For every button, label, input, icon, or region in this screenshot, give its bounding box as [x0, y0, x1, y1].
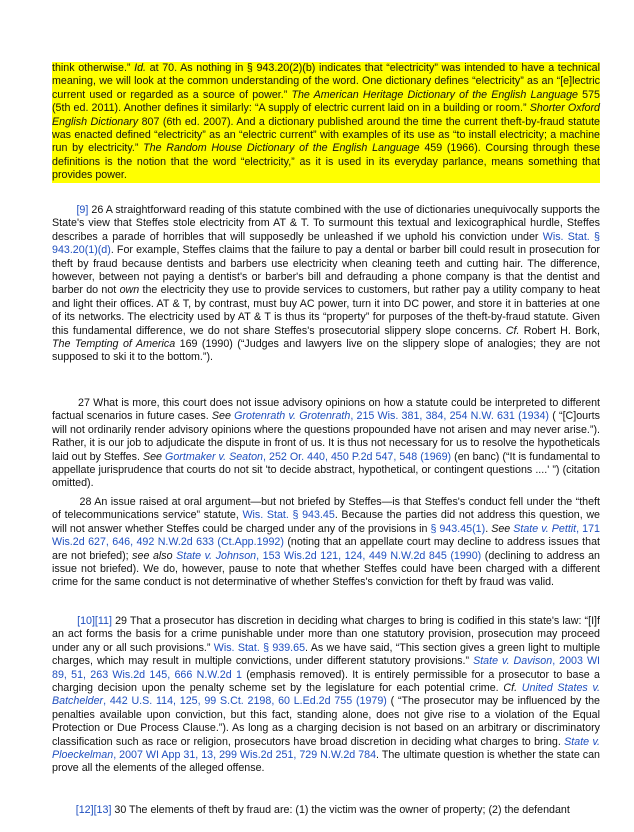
text-run: 575 (5th ed. 2011). Another defines it similarly: “A supply of electric current laid on in a building or room.” — [52, 88, 603, 115]
text-run: 27 What is more, this court does not issue advisory opinions on how a statute could be interpreted to different factual scenarios in future cases. — [52, 397, 603, 423]
text-run: . — [485, 522, 492, 535]
text-run: 28 An issue raised at oral argument—but not briefed by Steffes—is that Steffes's conduct fell under the “theft of telecommunications service” statute, — [52, 496, 603, 522]
text-run — [52, 204, 76, 216]
citation-link[interactable]: Wis. Stat. § 943.45 — [242, 509, 335, 522]
citation-link[interactable]: State v. Johnson — [176, 549, 257, 562]
text-run: the electricity they use to provide services to customers, but rather pay a utility company to heat and light their offices. AT & T, by contrast, must buy AC power, turn it into DC power, and store it in batteries at one of its networks. The electricity used by AT & T is thus its “property” for purposes of the theft-by-fraud statute. Given this fundamental difference, we do not share Steffes's prosecutorial slippery slope concerns. — [52, 284, 603, 337]
text-run: (emphasis removed). It is entirely permissible for a prosecutor to base a charging decision upon the penalty scheme set by the legislature for each potential crime. — [52, 668, 603, 695]
italic-text: The Random House Dictionary of the English Language — [143, 142, 420, 155]
text-run: . As we have said, “This section gives a green light to multiple charges, which may result in multiple convictions, under different statutory provisions.” — [52, 641, 603, 668]
text-run: ( “[C]ourts will not ordinarily render advisory opinions where the questions propounded have not arisen and may never arise.”). Rather, it is our job to adjudicate the dispute in front of us. It is thus not necessary for us to resolve the hypotheticals laid out by Steffes. — [52, 410, 603, 463]
citation-link[interactable]: , 2007 WI App 31, 13, 299 Wis.2d 251, 729 N.W.2d 784 — [113, 749, 377, 762]
citation-link[interactable]: , 442 U.S. 114, 125, 99 S.Ct. 2198, 60 L.Ed.2d 755 (1979) — [103, 695, 387, 708]
text-run: (noting that an appellate court may decline to address issues that are not briefed); — [52, 536, 603, 562]
citation-link[interactable]: [12][13] — [75, 804, 112, 816]
paragraph-27 — [52, 397, 603, 491]
text-run: 26 A straightforward reading of this statute combined with the use of dictionaries unequivocally supports the State's view that Steffes stole electricity from AT & T. To surmount this textual and lexicographical hurdle, Steffes describes a parade of horribles that will supposedly be unleashed if we uphold his conviction under — [52, 204, 603, 243]
paragraph-continued — [52, 62, 603, 183]
text-run — [52, 615, 77, 627]
italic-text: Shorter Oxford English Dictionary — [52, 102, 603, 128]
paragraph-29 — [52, 615, 603, 776]
text-run: (en banc) (“It is fundamental to appellate jurisprudence that courts do not sit 'to decide abstract, hypothetical, or contingent questions ....' ”) (citation omitted). — [52, 450, 603, 490]
citation-link[interactable]: United States v. Batchelder — [52, 682, 603, 708]
citation-link[interactable]: , 153 Wis.2d 121, 124, 449 N.W.2d 845 (1990) — [256, 549, 482, 562]
text-run: 29 That a prosecutor has discretion in deciding what charges to bring is codified in this state's law: “[I]f an act forms the basis for a crime punishable under more than one statutory provision, prosecution may proceed under any or all such provisions.” — [52, 615, 603, 654]
citation-link[interactable]: § 943.45(1) — [430, 522, 486, 535]
citation-link[interactable]: State v. Ploeckelman — [52, 735, 603, 762]
text-run: . Because the parties did not address this question, we will not answer whether Steffes could be charged under any of the provisions in — [52, 509, 603, 535]
citation-link[interactable]: [10][11] — [77, 615, 112, 627]
italic-text: Cf. — [505, 324, 520, 337]
paragraph-28 — [52, 496, 603, 590]
italic-text: See — [142, 450, 162, 463]
italic-text: See — [211, 410, 231, 423]
text-run: . For example, Steffes claims that the failure to pay a dental or barber bill could result in prosecution for theft by fraud because dentists and barbers use electricity when cleaning teeth and cutting hair. The difference, however, between not paying a dentist's or barber's bill and defrauding a phone company is that the dentist and barber do not — [52, 244, 603, 297]
citation-link[interactable]: Grotenrath v. Grotenrath — [234, 410, 351, 423]
text-run: ( “The prosecutor may be influenced by the penalties available upon conviction, but this fact, standing alone, does not give rise to a violation of the Equal Protection or Due Process Clause.”). As long as a charging decision is not based on an arbitrary or discriminatory classification such as race or religion, prosecutors have broad discretion in deciding what charges to bring. — [52, 695, 603, 748]
citation-link[interactable]: [9] — [76, 204, 89, 216]
citation-link[interactable]: , 215 Wis. 381, 384, 254 N.W. 631 (1934) — [350, 410, 549, 423]
text-run: think otherwise.” — [52, 62, 135, 74]
italic-text: Cf. — [503, 682, 518, 695]
text-run — [52, 804, 76, 816]
citation-link[interactable]: Wis. Stat. § 943.20(1)(d) — [52, 230, 603, 257]
citation-link[interactable]: , 252 Or. 440, 450 P.2d 547, 548 (1969) — [263, 450, 452, 463]
text-run: at 70. As nothing in § 943.20(2)(b) indicates that “electricity” was intended to have a technical meaning, we will look at the common understanding of the word. One dictionary defines “electricity” as an “[e]lectric current used or regarded as a source of power.” — [52, 62, 603, 101]
citation-link[interactable]: Wis. Stat. § 939.65 — [213, 641, 306, 654]
italic-text: Id. — [134, 62, 147, 74]
citation-link[interactable]: Gortmaker v. Seaton — [165, 450, 263, 463]
italic-text: see also — [132, 549, 173, 562]
paragraph-26 — [52, 204, 603, 365]
citation-link[interactable]: State v. Pettit — [513, 522, 577, 535]
italic-text: The American Heritage Dictionary of the English Language — [291, 88, 578, 101]
citation-link[interactable]: State v. Davison — [473, 655, 553, 668]
text-run: (declining to address an issue not briefed). We do, however, pause to note that whether Steffes could have been charged with a different crime for the same conduct is not determinative of whether Steffes's conviction for theft by fraud was valid. — [52, 549, 603, 589]
paragraph-30 — [52, 804, 600, 817]
citation-link[interactable]: , 171 Wis.2d 627, 646, 492 N.W.2d 633 (Ct.App.1992) — [52, 522, 603, 549]
citation-link[interactable]: , 2003 WI 89, 51, 263 Wis.2d 145, 666 N.W.2d 1 — [52, 655, 603, 681]
text-run: Robert H. Bork, — [519, 324, 603, 337]
italic-text: The Tempting of America — [52, 338, 176, 351]
text-run: 807 (6th ed. 2007). And a dictionary published around the time the current theft-by-fraud statute was enacted defined “electricity” as an “electric current” with examples of its use as “to install electricity; a machine run by electricity.” — [52, 115, 603, 155]
text-run: 459 (1966). Coursing through these definitions is the notion that the word “electricity,” as it is used in its everyday parlance, means something that provides power. — [52, 142, 603, 182]
text-run: 30 The elements of theft by fraud are: (1) the victim was the owner of property; (2) the defendant — [111, 804, 570, 816]
italic-text: own — [119, 284, 140, 297]
text-run: 169 (1990) (“Judges and lawyers live on the slippery slope of analogies; they are not supposed to ski it to the bottom.”). — [52, 338, 603, 364]
text-run: . The ultimate question is whether the state can prove all the elements of the alleged offense. — [52, 749, 603, 775]
italic-text: See — [491, 522, 511, 535]
